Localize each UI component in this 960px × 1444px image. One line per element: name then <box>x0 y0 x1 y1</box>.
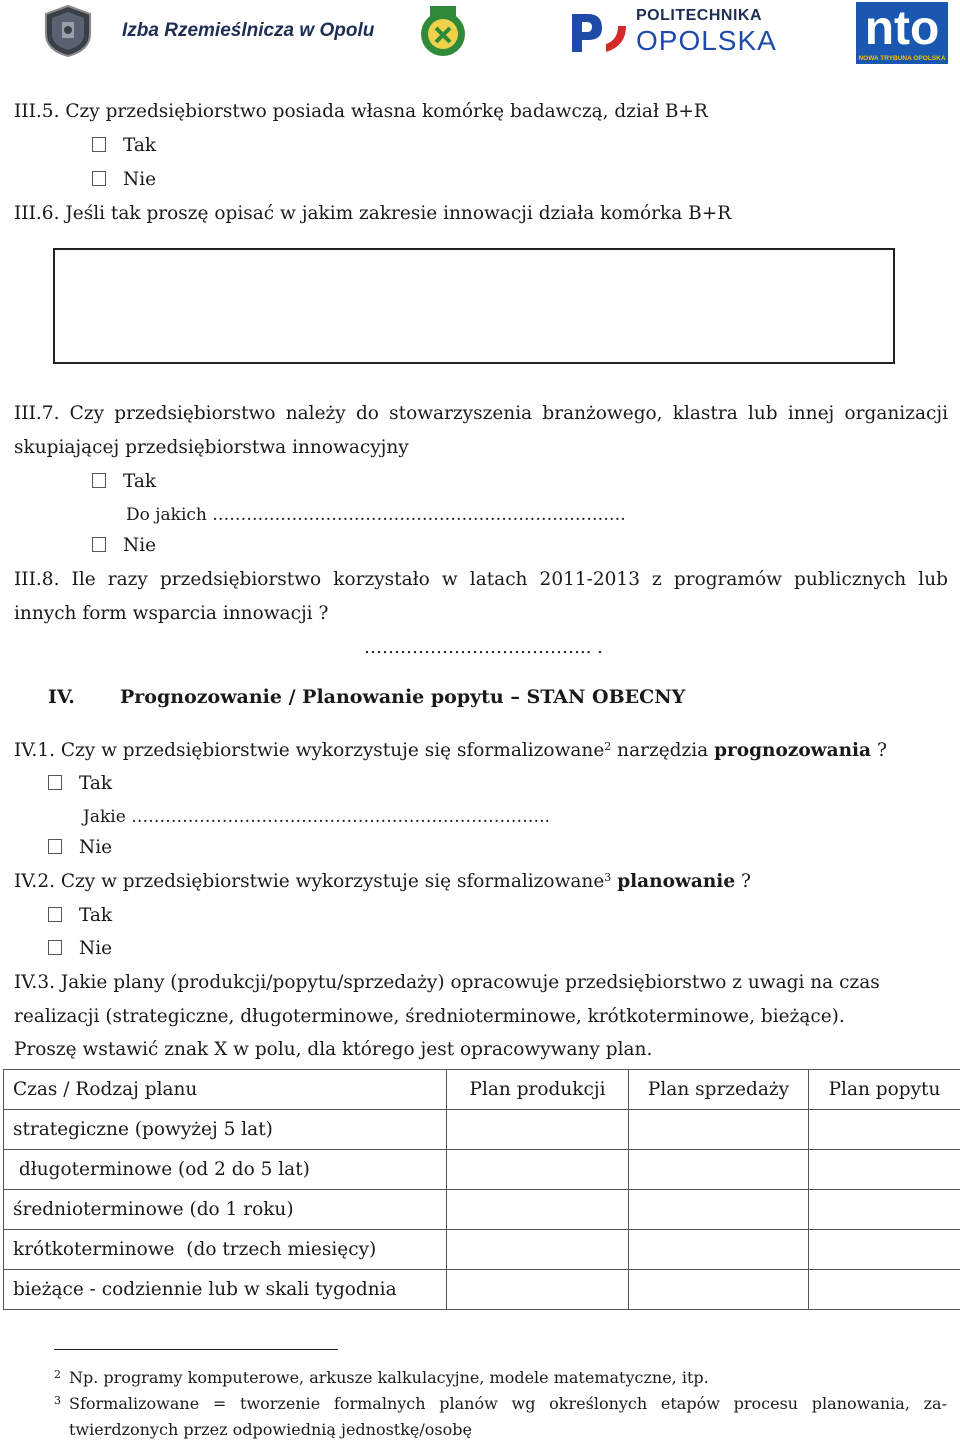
table-input-cell[interactable] <box>809 1190 960 1230</box>
q41-which-field[interactable]: Jakie ……………………………………………………………….. <box>83 807 550 827</box>
option-label: Tak <box>79 773 113 794</box>
option-label: Nie <box>79 938 113 959</box>
footnote-text: Sformalizowane = tworzenie formalnych planów wg określonych etapów procesu planowania, za- <box>69 1394 947 1413</box>
checkbox-icon[interactable] <box>48 775 62 790</box>
q42-bold: planowanie <box>617 871 736 892</box>
option-label: Tak <box>123 471 157 492</box>
section-title: Prognozowanie / Planowanie popytu – STAN OBECNY <box>120 686 686 708</box>
q37-option-yes[interactable] <box>92 470 156 494</box>
checkbox-icon[interactable] <box>92 537 106 552</box>
checkbox-icon[interactable] <box>92 137 106 152</box>
question-III-6: III.6. Jeśli tak proszę opisać w jakim zakresie innowacji działa komórka B+R <box>14 203 732 224</box>
q42-option-yes[interactable] <box>48 904 112 928</box>
option-label: Tak <box>79 905 113 926</box>
table-input-cell[interactable] <box>447 1270 629 1310</box>
option-label: Nie <box>123 169 157 190</box>
table-header-cell: Plan popytu <box>809 1070 960 1110</box>
q35-option-no[interactable] <box>92 168 156 192</box>
question-III-7-line2: skupiającej przedsiębiorstwa innowacyjny <box>14 437 409 458</box>
q41-option-no[interactable] <box>48 836 112 860</box>
table-header-row <box>4 1070 960 1110</box>
q35-option-yes[interactable] <box>92 134 156 158</box>
table-input-cell[interactable] <box>447 1230 629 1270</box>
header-logos <box>0 0 960 70</box>
politechnika-mark-logo <box>568 8 628 56</box>
nto-logo-main: nto <box>864 2 940 55</box>
footnote-ref[interactable]: 2 <box>604 740 612 753</box>
politechnika-top-text: POLITECHNIKA <box>636 7 762 24</box>
footnote-mark: 3 <box>54 1394 61 1407</box>
table-input-cell[interactable] <box>629 1190 809 1230</box>
table-row <box>4 1270 960 1310</box>
row-label: strategiczne (powyżej 5 lat) <box>4 1110 447 1150</box>
question-IV-1 <box>14 739 887 763</box>
question-III-8-line1: III.8. Ile razy przedsiębiorstwo korzystało w latach 2011-2013 z programów publicznych lub <box>14 569 948 590</box>
nto-logo <box>856 2 948 64</box>
table-input-cell[interactable] <box>809 1270 960 1310</box>
question-IV-3-line3: Proszę wstawić znak X w polu, dla którego jest opracowywany plan. <box>14 1039 653 1060</box>
q41-bold: prognozowania <box>714 740 872 761</box>
table-input-cell[interactable] <box>809 1110 960 1150</box>
table-input-cell[interactable] <box>629 1270 809 1310</box>
q41-text-a: IV.1. Czy w przedsiębiorstwie wykorzystuje się sformalizowane <box>14 740 605 761</box>
footnote-ref[interactable]: 3 <box>604 871 612 884</box>
table-input-cell[interactable] <box>447 1190 629 1230</box>
table-input-cell[interactable] <box>809 1230 960 1270</box>
footnote-text-continued: twierdzonych przez odpowiednią jednostkę/osobę <box>69 1420 472 1439</box>
option-label: Nie <box>79 837 113 858</box>
question-III-5: III.5. Czy przedsiębiorstwo posiada własna komórkę badawczą, dział B+R <box>14 101 708 122</box>
table-row <box>4 1190 960 1230</box>
table-row <box>4 1150 960 1190</box>
question-IV-3-line2: realizacji (strategiczne, długoterminowe, średnioterminowe, krótkoterminowe, bieżące). <box>14 1006 845 1027</box>
table-input-cell[interactable] <box>809 1150 960 1190</box>
q37-which-field[interactable]: Do jakich ………………………………………………………………. <box>126 505 626 525</box>
q41-text-c: ? <box>871 740 887 761</box>
checkbox-icon[interactable] <box>48 907 62 922</box>
table-row <box>4 1110 960 1150</box>
politechnika-bottom-text: OPOLSKA <box>636 25 777 56</box>
question-IV-3-line1: IV.3. Jakie plany (produkcji/popytu/sprzedaży) opracowuje przedsiębiorstwo z uwagi na czas <box>14 972 880 993</box>
question-III-8-line2: innych form wsparcia innowacji ? <box>14 603 329 624</box>
q41-text-b: narzędzia <box>611 740 715 761</box>
table-header-cell: Czas / Rodzaj planu <box>4 1070 447 1110</box>
q42-text-c: ? <box>735 871 751 892</box>
checkbox-icon[interactable] <box>48 839 62 854</box>
row-label: średnioterminowe (do 1 roku) <box>4 1190 447 1230</box>
footnote-text: Np. programy komputerowe, arkusze kalkulacyjne, modele matematyczne, itp. <box>69 1368 709 1387</box>
table-header-cell: Plan produkcji <box>447 1070 629 1110</box>
table-row <box>4 1230 960 1270</box>
plan-table <box>3 1069 960 1310</box>
checkbox-icon[interactable] <box>48 940 62 955</box>
izba-seal-logo <box>42 4 94 58</box>
footnote-mark: 2 <box>54 1368 61 1381</box>
q36-answer-box[interactable] <box>53 248 895 364</box>
q42-text-a: IV.2. Czy w przedsiębiorstwie wykorzystuje się sformalizowane <box>14 871 605 892</box>
q38-answer-field[interactable]: ……………………………….. . <box>364 637 603 658</box>
izba-name: Izba Rzemieślnicza w Opolu <box>122 20 375 41</box>
row-label: długoterminowe (od 2 do 5 lat) <box>4 1150 447 1190</box>
nto-logo-sub: NOWA TRYBUNA OPOLSKA <box>858 55 946 62</box>
option-label: Tak <box>123 135 157 156</box>
section-number: IV. <box>48 686 75 708</box>
table-input-cell[interactable] <box>447 1150 629 1190</box>
q42-option-no[interactable] <box>48 937 112 961</box>
row-label: krótkoterminowe (do trzech miesięcy) <box>4 1230 447 1270</box>
checkbox-icon[interactable] <box>92 171 106 186</box>
question-IV-2 <box>14 870 751 894</box>
row-label: bieżące - codziennie lub w skali tygodnia <box>4 1270 447 1310</box>
table-input-cell[interactable] <box>629 1230 809 1270</box>
table-input-cell[interactable] <box>447 1110 629 1150</box>
footnote-divider <box>54 1349 338 1350</box>
table-input-cell[interactable] <box>629 1110 809 1150</box>
question-III-7-line1: III.7. Czy przedsiębiorstwo należy do stowarzyszenia branżowego, klastra lub innej organizacji <box>14 403 948 424</box>
table-input-cell[interactable] <box>629 1150 809 1190</box>
table-header-cell: Plan sprzedaży <box>629 1070 809 1110</box>
q41-option-yes[interactable] <box>48 772 112 796</box>
rzemioslo-logo <box>418 4 468 60</box>
checkbox-icon[interactable] <box>92 473 106 488</box>
option-label: Nie <box>123 535 157 556</box>
q37-option-no[interactable] <box>92 534 156 558</box>
